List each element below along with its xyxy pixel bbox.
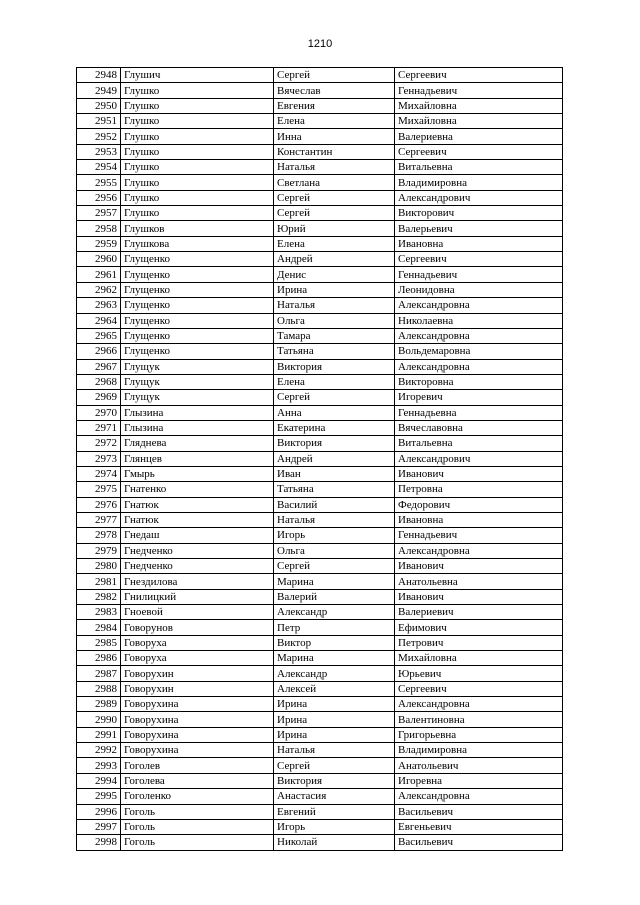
first-name: Татьяна [274, 344, 395, 359]
last-name: Гоголева [121, 773, 274, 788]
row-number: 2977 [77, 512, 121, 527]
first-name: Игорь [274, 819, 395, 834]
first-name: Сергей [274, 559, 395, 574]
table-row [77, 743, 563, 758]
last-name: Говорухина [121, 697, 274, 712]
patronymic: Иванович [395, 589, 563, 604]
last-name: Гнатюк [121, 512, 274, 527]
patronymic: Александровна [395, 789, 563, 804]
table-row [77, 129, 563, 144]
last-name: Глущенко [121, 344, 274, 359]
last-name: Гнедченко [121, 543, 274, 558]
patronymic: Михайловна [395, 98, 563, 113]
last-name: Глушко [121, 144, 274, 159]
last-name: Говорухина [121, 712, 274, 727]
table-row [77, 466, 563, 481]
last-name: Гоголь [121, 835, 274, 850]
row-number: 2986 [77, 651, 121, 666]
row-number: 2958 [77, 221, 121, 236]
patronymic: Игоревна [395, 773, 563, 788]
patronymic: Ивановна [395, 512, 563, 527]
table-row [77, 605, 563, 620]
last-name: Говорухин [121, 666, 274, 681]
patronymic: Петрович [395, 635, 563, 650]
first-name: Евгений [274, 804, 395, 819]
patronymic: Сергеевич [395, 681, 563, 696]
last-name: Гоголь [121, 819, 274, 834]
first-name: Виктория [274, 436, 395, 451]
table-row [77, 298, 563, 313]
table-row [77, 543, 563, 558]
row-number: 2976 [77, 497, 121, 512]
patronymic: Вячеславовна [395, 420, 563, 435]
first-name: Ирина [274, 727, 395, 742]
table-row [77, 482, 563, 497]
row-number: 2957 [77, 206, 121, 221]
last-name: Глущенко [121, 252, 274, 267]
first-name: Евгения [274, 98, 395, 113]
patronymic: Анатольевич [395, 758, 563, 773]
table-row [77, 98, 563, 113]
first-name: Сергей [274, 206, 395, 221]
first-name: Анна [274, 405, 395, 420]
roster-body [77, 68, 563, 851]
patronymic: Валериевна [395, 129, 563, 144]
row-number: 2987 [77, 666, 121, 681]
patronymic: Михайловна [395, 114, 563, 129]
row-number: 2952 [77, 129, 121, 144]
last-name: Гнатенко [121, 482, 274, 497]
first-name: Наталья [274, 743, 395, 758]
first-name: Сергей [274, 390, 395, 405]
row-number: 2998 [77, 835, 121, 850]
row-number: 2985 [77, 635, 121, 650]
patronymic: Ивановна [395, 236, 563, 251]
row-number: 2996 [77, 804, 121, 819]
table-row [77, 697, 563, 712]
first-name: Василий [274, 497, 395, 512]
first-name: Константин [274, 144, 395, 159]
last-name: Глущенко [121, 328, 274, 343]
row-number: 2949 [77, 83, 121, 98]
row-number: 2962 [77, 282, 121, 297]
row-number: 2988 [77, 681, 121, 696]
row-number: 2965 [77, 328, 121, 343]
table-row [77, 390, 563, 405]
patronymic: Геннадьевич [395, 267, 563, 282]
table-row [77, 666, 563, 681]
table-row [77, 620, 563, 635]
table-row [77, 221, 563, 236]
table-row [77, 451, 563, 466]
row-number: 2953 [77, 144, 121, 159]
first-name: Ольга [274, 543, 395, 558]
last-name: Глянцев [121, 451, 274, 466]
table-row [77, 267, 563, 282]
patronymic: Васильевич [395, 804, 563, 819]
first-name: Иван [274, 466, 395, 481]
last-name: Глущенко [121, 313, 274, 328]
last-name: Глушко [121, 190, 274, 205]
patronymic: Федорович [395, 497, 563, 512]
table-row [77, 405, 563, 420]
first-name: Вячеслав [274, 83, 395, 98]
patronymic: Валентиновна [395, 712, 563, 727]
table-row [77, 727, 563, 742]
row-number: 2974 [77, 466, 121, 481]
first-name: Алексей [274, 681, 395, 696]
patronymic: Александровна [395, 697, 563, 712]
patronymic: Игоревич [395, 390, 563, 405]
last-name: Глушко [121, 206, 274, 221]
row-number: 2980 [77, 559, 121, 574]
first-name: Николай [274, 835, 395, 850]
first-name: Елена [274, 236, 395, 251]
first-name: Виктор [274, 635, 395, 650]
table-row [77, 559, 563, 574]
patronymic: Александровна [395, 298, 563, 313]
table-row [77, 528, 563, 543]
first-name: Сергей [274, 68, 395, 83]
patronymic: Григорьевна [395, 727, 563, 742]
first-name: Наталья [274, 512, 395, 527]
table-row [77, 436, 563, 451]
row-number: 2956 [77, 190, 121, 205]
row-number: 2997 [77, 819, 121, 834]
last-name: Гнилицкий [121, 589, 274, 604]
patronymic: Анатольевна [395, 574, 563, 589]
table-row [77, 512, 563, 527]
patronymic: Вольдемаровна [395, 344, 563, 359]
table-row [77, 359, 563, 374]
last-name: Глушко [121, 129, 274, 144]
first-name: Марина [274, 651, 395, 666]
row-number: 2966 [77, 344, 121, 359]
row-number: 2983 [77, 605, 121, 620]
patronymic: Васильевич [395, 835, 563, 850]
first-name: Ирина [274, 712, 395, 727]
table-row [77, 681, 563, 696]
row-number: 2975 [77, 482, 121, 497]
row-number: 2964 [77, 313, 121, 328]
table-row [77, 835, 563, 850]
patronymic: Николаевна [395, 313, 563, 328]
table-row [77, 282, 563, 297]
row-number: 2950 [77, 98, 121, 113]
first-name: Елена [274, 374, 395, 389]
table-row [77, 574, 563, 589]
row-number: 2967 [77, 359, 121, 374]
patronymic: Михайловна [395, 651, 563, 666]
patronymic: Валериевич [395, 605, 563, 620]
row-number: 2992 [77, 743, 121, 758]
patronymic: Сергеевич [395, 68, 563, 83]
row-number: 2978 [77, 528, 121, 543]
last-name: Гнездилова [121, 574, 274, 589]
table-row [77, 328, 563, 343]
last-name: Глущенко [121, 282, 274, 297]
first-name: Екатерина [274, 420, 395, 435]
row-number: 2979 [77, 543, 121, 558]
last-name: Гоголь [121, 804, 274, 819]
first-name: Марина [274, 574, 395, 589]
first-name: Андрей [274, 252, 395, 267]
patronymic: Витальевна [395, 436, 563, 451]
table-row [77, 190, 563, 205]
table-row [77, 773, 563, 788]
row-number: 2993 [77, 758, 121, 773]
last-name: Глушко [121, 114, 274, 129]
patronymic: Викторович [395, 206, 563, 221]
first-name: Сергей [274, 758, 395, 773]
patronymic: Викторовна [395, 374, 563, 389]
patronymic: Петровна [395, 482, 563, 497]
row-number: 2961 [77, 267, 121, 282]
patronymic: Александровна [395, 328, 563, 343]
row-number: 2948 [77, 68, 121, 83]
first-name: Ирина [274, 697, 395, 712]
patronymic: Иванович [395, 559, 563, 574]
row-number: 2982 [77, 589, 121, 604]
table-row [77, 114, 563, 129]
last-name: Гоголенко [121, 789, 274, 804]
table-row [77, 175, 563, 190]
first-name: Анастасия [274, 789, 395, 804]
first-name: Виктория [274, 773, 395, 788]
row-number: 2971 [77, 420, 121, 435]
patronymic: Ефимович [395, 620, 563, 635]
last-name: Говоруха [121, 651, 274, 666]
table-row [77, 804, 563, 819]
first-name: Валерий [274, 589, 395, 604]
row-number: 2960 [77, 252, 121, 267]
row-number: 2959 [77, 236, 121, 251]
table-row [77, 819, 563, 834]
table-row [77, 344, 563, 359]
first-name: Елена [274, 114, 395, 129]
row-number: 2973 [77, 451, 121, 466]
row-number: 2963 [77, 298, 121, 313]
first-name: Наталья [274, 160, 395, 175]
patronymic: Геннадьевич [395, 83, 563, 98]
row-number: 2981 [77, 574, 121, 589]
last-name: Глушко [121, 160, 274, 175]
last-name: Глызина [121, 420, 274, 435]
last-name: Глушков [121, 221, 274, 236]
table-row [77, 651, 563, 666]
patronymic: Александровна [395, 359, 563, 374]
patronymic: Владимировна [395, 743, 563, 758]
table-row [77, 206, 563, 221]
row-number: 2970 [77, 405, 121, 420]
page-number: 1210 [307, 38, 333, 50]
last-name: Говоруха [121, 635, 274, 650]
patronymic: Леонидовна [395, 282, 563, 297]
last-name: Глущук [121, 390, 274, 405]
row-number: 2984 [77, 620, 121, 635]
patronymic: Александрович [395, 451, 563, 466]
first-name: Виктория [274, 359, 395, 374]
first-name: Ирина [274, 282, 395, 297]
last-name: Глушко [121, 98, 274, 113]
row-number: 2955 [77, 175, 121, 190]
patronymic: Александрович [395, 190, 563, 205]
last-name: Говорухин [121, 681, 274, 696]
row-number: 2972 [77, 436, 121, 451]
first-name: Инна [274, 129, 395, 144]
last-name: Глущук [121, 374, 274, 389]
table-row [77, 589, 563, 604]
row-number: 2951 [77, 114, 121, 129]
last-name: Говорухина [121, 743, 274, 758]
row-number: 2969 [77, 390, 121, 405]
first-name: Денис [274, 267, 395, 282]
last-name: Гляднева [121, 436, 274, 451]
patronymic: Сергеевич [395, 252, 563, 267]
last-name: Глушко [121, 83, 274, 98]
last-name: Гнедченко [121, 559, 274, 574]
last-name: Глызина [121, 405, 274, 420]
patronymic: Сергеевич [395, 144, 563, 159]
first-name: Светлана [274, 175, 395, 190]
last-name: Глушко [121, 175, 274, 190]
last-name: Гмырь [121, 466, 274, 481]
first-name: Петр [274, 620, 395, 635]
first-name: Александр [274, 605, 395, 620]
table-row [77, 160, 563, 175]
last-name: Глущенко [121, 298, 274, 313]
patronymic: Валерьевич [395, 221, 563, 236]
last-name: Гноевой [121, 605, 274, 620]
row-number: 2989 [77, 697, 121, 712]
first-name: Тамара [274, 328, 395, 343]
last-name: Гнедаш [121, 528, 274, 543]
table-row [77, 712, 563, 727]
patronymic: Евгеньевич [395, 819, 563, 834]
row-number: 2995 [77, 789, 121, 804]
patronymic: Владимировна [395, 175, 563, 190]
row-number: 2994 [77, 773, 121, 788]
table-row [77, 252, 563, 267]
first-name: Юрий [274, 221, 395, 236]
patronymic: Геннадьевич [395, 528, 563, 543]
table-row [77, 789, 563, 804]
first-name: Игорь [274, 528, 395, 543]
row-number: 2991 [77, 727, 121, 742]
first-name: Сергей [274, 190, 395, 205]
last-name: Глушич [121, 68, 274, 83]
table-row [77, 374, 563, 389]
first-name: Александр [274, 666, 395, 681]
roster-table [76, 67, 563, 851]
patronymic: Иванович [395, 466, 563, 481]
table-row [77, 83, 563, 98]
first-name: Наталья [274, 298, 395, 313]
last-name: Говорухина [121, 727, 274, 742]
last-name: Глущук [121, 359, 274, 374]
table-row [77, 497, 563, 512]
first-name: Андрей [274, 451, 395, 466]
last-name: Глушкова [121, 236, 274, 251]
table-row [77, 635, 563, 650]
first-name: Татьяна [274, 482, 395, 497]
last-name: Гнатюк [121, 497, 274, 512]
table-row [77, 758, 563, 773]
table-row [77, 68, 563, 83]
row-number: 2954 [77, 160, 121, 175]
last-name: Глущенко [121, 267, 274, 282]
first-name: Ольга [274, 313, 395, 328]
patronymic: Геннадьевна [395, 405, 563, 420]
row-number: 2990 [77, 712, 121, 727]
table-row [77, 420, 563, 435]
patronymic: Александровна [395, 543, 563, 558]
table-row [77, 236, 563, 251]
table-row [77, 313, 563, 328]
patronymic: Юрьевич [395, 666, 563, 681]
last-name: Говорунов [121, 620, 274, 635]
patronymic: Витальевна [395, 160, 563, 175]
row-number: 2968 [77, 374, 121, 389]
last-name: Гоголев [121, 758, 274, 773]
table-row [77, 144, 563, 159]
